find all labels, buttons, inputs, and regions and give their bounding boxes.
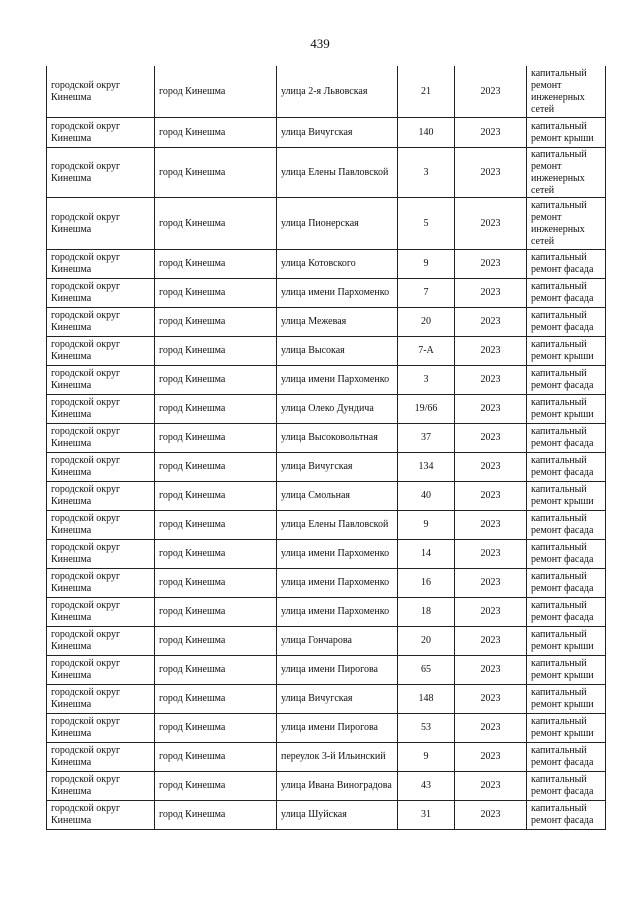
cell-street: улица Межевая <box>277 308 398 337</box>
cell-city: город Кинешма <box>155 424 277 453</box>
cell-year: 2023 <box>455 366 527 395</box>
cell-work-type: капитальный ремонт инженерных сетей <box>527 148 606 198</box>
cell-street: переулок 3-й Ильинский <box>277 743 398 772</box>
cell-city: город Кинешма <box>155 656 277 685</box>
cell-year: 2023 <box>455 772 527 801</box>
cell-street: улица Елены Павловской <box>277 148 398 198</box>
cell-city: город Кинешма <box>155 743 277 772</box>
cell-work-type: капитальный ремонт фасада <box>527 453 606 482</box>
cell-house-number: 148 <box>398 685 455 714</box>
cell-house-number: 9 <box>398 250 455 279</box>
cell-year: 2023 <box>455 714 527 743</box>
cell-house-number: 18 <box>398 598 455 627</box>
cell-district: городской округ Кинешма <box>47 453 155 482</box>
cell-city: город Кинешма <box>155 308 277 337</box>
cell-city: город Кинешма <box>155 198 277 250</box>
table-row <box>47 743 606 772</box>
table-row <box>47 395 606 424</box>
table-row <box>47 656 606 685</box>
cell-work-type: капитальный ремонт фасада <box>527 511 606 540</box>
cell-year: 2023 <box>455 279 527 308</box>
repair-schedule-table <box>46 66 606 830</box>
cell-district: городской округ Кинешма <box>47 569 155 598</box>
table-row <box>47 482 606 511</box>
cell-work-type: капитальный ремонт фасада <box>527 540 606 569</box>
cell-district: городской округ Кинешма <box>47 250 155 279</box>
cell-street: улица Смольная <box>277 482 398 511</box>
cell-district: городской округ Кинешма <box>47 395 155 424</box>
cell-street: улица Пионерская <box>277 198 398 250</box>
table-row <box>47 453 606 482</box>
cell-year: 2023 <box>455 424 527 453</box>
cell-house-number: 21 <box>398 66 455 118</box>
cell-city: город Кинешма <box>155 482 277 511</box>
cell-work-type: капитальный ремонт крыши <box>527 118 606 148</box>
cell-district: городской округ Кинешма <box>47 482 155 511</box>
cell-house-number: 37 <box>398 424 455 453</box>
cell-house-number: 16 <box>398 569 455 598</box>
cell-house-number: 9 <box>398 511 455 540</box>
cell-house-number: 134 <box>398 453 455 482</box>
cell-work-type: капитальный ремонт крыши <box>527 395 606 424</box>
cell-street: улица Гончарова <box>277 627 398 656</box>
cell-work-type: капитальный ремонт фасада <box>527 801 606 830</box>
cell-work-type: капитальный ремонт фасада <box>527 772 606 801</box>
cell-city: город Кинешма <box>155 250 277 279</box>
cell-house-number: 40 <box>398 482 455 511</box>
cell-house-number: 31 <box>398 801 455 830</box>
cell-house-number: 140 <box>398 118 455 148</box>
cell-year: 2023 <box>455 511 527 540</box>
cell-city: город Кинешма <box>155 148 277 198</box>
cell-year: 2023 <box>455 250 527 279</box>
cell-district: городской округ Кинешма <box>47 308 155 337</box>
cell-district: городской округ Кинешма <box>47 540 155 569</box>
cell-street: улица Ивана Виноградова <box>277 772 398 801</box>
cell-district: городской округ Кинешма <box>47 685 155 714</box>
cell-street: улица Шуйская <box>277 801 398 830</box>
cell-work-type: капитальный ремонт крыши <box>527 685 606 714</box>
cell-year: 2023 <box>455 656 527 685</box>
cell-city: город Кинешма <box>155 511 277 540</box>
cell-year: 2023 <box>455 118 527 148</box>
cell-house-number: 3 <box>398 366 455 395</box>
cell-district: городской округ Кинешма <box>47 511 155 540</box>
cell-district: городской округ Кинешма <box>47 598 155 627</box>
cell-district: городской округ Кинешма <box>47 424 155 453</box>
table-row <box>47 118 606 148</box>
cell-street: улица имени Пирогова <box>277 714 398 743</box>
table-row <box>47 337 606 366</box>
cell-city: город Кинешма <box>155 685 277 714</box>
cell-city: город Кинешма <box>155 337 277 366</box>
cell-district: городской округ Кинешма <box>47 656 155 685</box>
cell-work-type: капитальный ремонт фасада <box>527 424 606 453</box>
cell-work-type: капитальный ремонт крыши <box>527 656 606 685</box>
cell-work-type: капитальный ремонт инженерных сетей <box>527 198 606 250</box>
table-row <box>47 540 606 569</box>
cell-city: город Кинешма <box>155 801 277 830</box>
table-row <box>47 801 606 830</box>
table-row <box>47 569 606 598</box>
cell-street: улица Высоковольтная <box>277 424 398 453</box>
cell-work-type: капитальный ремонт крыши <box>527 627 606 656</box>
cell-district: городской округ Кинешма <box>47 627 155 656</box>
cell-city: город Кинешма <box>155 279 277 308</box>
table-row <box>47 198 606 250</box>
cell-work-type: капитальный ремонт фасада <box>527 308 606 337</box>
cell-district: городской округ Кинешма <box>47 801 155 830</box>
cell-year: 2023 <box>455 198 527 250</box>
cell-work-type: капитальный ремонт фасада <box>527 743 606 772</box>
table-body <box>47 66 606 830</box>
cell-street: улица Елены Павловской <box>277 511 398 540</box>
cell-house-number: 7-А <box>398 337 455 366</box>
cell-year: 2023 <box>455 66 527 118</box>
cell-year: 2023 <box>455 453 527 482</box>
table-row <box>47 772 606 801</box>
cell-house-number: 14 <box>398 540 455 569</box>
cell-work-type: капитальный ремонт фасада <box>527 366 606 395</box>
cell-city: город Кинешма <box>155 569 277 598</box>
cell-house-number: 9 <box>398 743 455 772</box>
cell-year: 2023 <box>455 569 527 598</box>
cell-year: 2023 <box>455 598 527 627</box>
cell-year: 2023 <box>455 685 527 714</box>
cell-city: город Кинешма <box>155 395 277 424</box>
cell-house-number: 53 <box>398 714 455 743</box>
cell-house-number: 7 <box>398 279 455 308</box>
cell-work-type: капитальный ремонт фасада <box>527 279 606 308</box>
cell-house-number: 20 <box>398 308 455 337</box>
cell-street: улица имени Пирогова <box>277 656 398 685</box>
cell-district: городской округ Кинешма <box>47 118 155 148</box>
cell-street: улица имени Пархоменко <box>277 366 398 395</box>
page-number: 439 <box>310 36 330 51</box>
cell-city: город Кинешма <box>155 453 277 482</box>
cell-house-number: 43 <box>398 772 455 801</box>
table-row <box>47 250 606 279</box>
cell-city: город Кинешма <box>155 627 277 656</box>
cell-district: городской округ Кинешма <box>47 366 155 395</box>
cell-district: городской округ Кинешма <box>47 66 155 118</box>
cell-street: улица Котовского <box>277 250 398 279</box>
cell-street: улица имени Пархоменко <box>277 279 398 308</box>
cell-year: 2023 <box>455 482 527 511</box>
cell-street: улица Вичугская <box>277 685 398 714</box>
cell-street: улица имени Пархоменко <box>277 598 398 627</box>
cell-work-type: капитальный ремонт крыши <box>527 337 606 366</box>
table-row <box>47 308 606 337</box>
table-row <box>47 366 606 395</box>
cell-work-type: капитальный ремонт инженерных сетей <box>527 66 606 118</box>
cell-year: 2023 <box>455 743 527 772</box>
cell-house-number: 19/66 <box>398 395 455 424</box>
table-row <box>47 511 606 540</box>
table-row <box>47 279 606 308</box>
cell-street: улица имени Пархоменко <box>277 569 398 598</box>
cell-year: 2023 <box>455 540 527 569</box>
cell-street: улица 2-я Львовская <box>277 66 398 118</box>
cell-street: улица Вичугская <box>277 118 398 148</box>
cell-year: 2023 <box>455 148 527 198</box>
cell-year: 2023 <box>455 337 527 366</box>
table-row <box>47 148 606 198</box>
cell-district: городской округ Кинешма <box>47 279 155 308</box>
table-row <box>47 714 606 743</box>
cell-house-number: 5 <box>398 198 455 250</box>
cell-year: 2023 <box>455 395 527 424</box>
cell-house-number: 3 <box>398 148 455 198</box>
cell-street: улица Олеко Дундича <box>277 395 398 424</box>
cell-city: город Кинешма <box>155 540 277 569</box>
cell-district: городской округ Кинешма <box>47 148 155 198</box>
cell-work-type: капитальный ремонт крыши <box>527 482 606 511</box>
cell-city: город Кинешма <box>155 366 277 395</box>
cell-district: городской округ Кинешма <box>47 772 155 801</box>
cell-year: 2023 <box>455 627 527 656</box>
cell-district: городской округ Кинешма <box>47 743 155 772</box>
cell-work-type: капитальный ремонт фасада <box>527 250 606 279</box>
repair-schedule-table-wrapper <box>46 66 606 830</box>
cell-district: городской округ Кинешма <box>47 337 155 366</box>
cell-city: город Кинешма <box>155 714 277 743</box>
cell-street: улица Вичугская <box>277 453 398 482</box>
table-row <box>47 66 606 118</box>
table-row <box>47 685 606 714</box>
cell-street: улица имени Пархоменко <box>277 540 398 569</box>
cell-city: город Кинешма <box>155 118 277 148</box>
cell-year: 2023 <box>455 801 527 830</box>
cell-house-number: 20 <box>398 627 455 656</box>
cell-year: 2023 <box>455 308 527 337</box>
cell-city: город Кинешма <box>155 772 277 801</box>
table-row <box>47 424 606 453</box>
cell-house-number: 65 <box>398 656 455 685</box>
cell-work-type: капитальный ремонт фасада <box>527 569 606 598</box>
cell-work-type: капитальный ремонт фасада <box>527 598 606 627</box>
cell-city: город Кинешма <box>155 66 277 118</box>
table-row <box>47 627 606 656</box>
cell-city: город Кинешма <box>155 598 277 627</box>
cell-district: городской округ Кинешма <box>47 198 155 250</box>
cell-work-type: капитальный ремонт крыши <box>527 714 606 743</box>
table-row <box>47 598 606 627</box>
cell-district: городской округ Кинешма <box>47 714 155 743</box>
cell-street: улица Высокая <box>277 337 398 366</box>
